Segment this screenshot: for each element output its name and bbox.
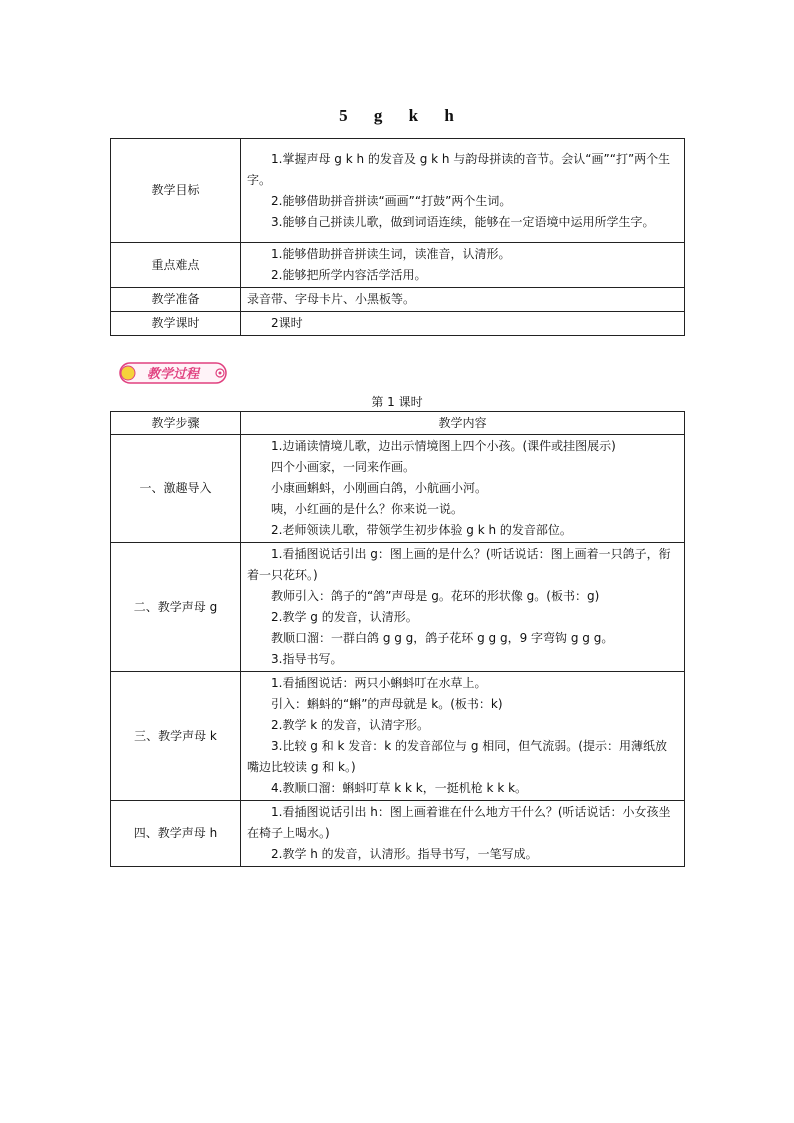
info-line: 录音带、字母卡片、小黑板等。 xyxy=(247,292,416,306)
process-line: 1.看插图说话引出 h：图上画着谁在什么地方干什么？(听话说话：小女孩坐在椅子上喝水。) xyxy=(247,805,671,840)
logo-text: 教学过程 xyxy=(146,367,200,382)
process-row xyxy=(111,801,685,867)
process-step-label: 一、激趣导入 xyxy=(111,435,241,543)
info-content xyxy=(241,139,685,243)
info-content xyxy=(241,312,685,336)
process-line: 咦，小红画的是什么？你来说一说。 xyxy=(271,502,464,516)
info-line: 3.能够自己拼读儿歌，做到词语连续，能够在一定语境中运用所学生字。 xyxy=(271,214,655,229)
info-label: 教学目标 xyxy=(111,139,241,243)
process-content xyxy=(241,543,685,672)
info-content xyxy=(241,243,685,288)
process-content xyxy=(241,801,685,867)
process-line: 3.比较 g 和 k 发音：k 的发音部位与 g 相同，但气流弱。(提示：用薄纸放嘴边比较读 g 和 k。) xyxy=(247,739,667,774)
info-label: 重点难点 xyxy=(111,243,241,288)
process-line: 2.教学 k 的发音，认清字形。 xyxy=(271,718,430,732)
process-step-label: 二、教学声母 g xyxy=(111,543,241,672)
process-line: 2.教学 g 的发音，认清形。 xyxy=(271,610,418,624)
process-row xyxy=(111,543,685,672)
process-line: 教顺口溜：一群白鸽 g g g，鸽子花环 g g g，9 字弯钩 g g g。 xyxy=(271,631,614,645)
page-title: 5 g k h xyxy=(339,106,455,125)
process-line: 引入：蝌蚪的“蝌”的声母就是 k。(板书：k) xyxy=(271,697,503,711)
info-row-goals xyxy=(111,139,685,243)
process-row xyxy=(111,435,685,543)
process-line: 教师引入：鸽子的“鸽”声母是 g。花环的形状像 g。(板书：g) xyxy=(271,589,600,603)
process-line: 2.教学 h 的发音，认清形。指导书写，一笔写成。 xyxy=(271,847,538,861)
process-line: 四个小画家，一同来作画。 xyxy=(271,460,416,474)
process-content xyxy=(241,672,685,801)
process-line: 3.指导书写。 xyxy=(271,652,343,666)
process-step-label: 三、教学声母 k xyxy=(111,672,241,801)
process-line: 1.边诵读情境儿歌，边出示情境图上四个小孩。(课件或挂图展示) xyxy=(271,439,616,453)
info-line: 2课时 xyxy=(271,316,303,330)
process-line: 1.看插图说话引出 g：图上画的是什么？(听话说话：图上画着一只鸽子，衔着一只花环。) xyxy=(247,547,671,582)
process-line: 2.老师领读儿歌，带领学生初步体验 g k h 的发音部位。 xyxy=(271,523,572,537)
info-line: 2.能够借助拼音拼读“画画”“打鼓”两个生词。 xyxy=(271,193,512,208)
header-content: 教学内容 xyxy=(241,412,685,435)
process-step-label: 四、教学声母 h xyxy=(111,801,241,867)
info-row-hours xyxy=(111,312,685,336)
process-header-row xyxy=(111,412,685,435)
info-content xyxy=(241,288,685,312)
info-line: 1.能够借助拼音拼读生词，读准音，认清形。 xyxy=(271,247,511,261)
info-label: 教学准备 xyxy=(111,288,241,312)
info-row-prep xyxy=(111,288,685,312)
info-line: 2.能够把所学内容活学活用。 xyxy=(271,268,427,282)
process-line: 4.教顺口溜：蝌蚪叮草 k k k，一挺机枪 k k k。 xyxy=(271,781,528,795)
process-line: 小康画蝌蚪，小刚画白鸽，小航画小河。 xyxy=(271,481,488,495)
process-table xyxy=(110,411,685,867)
header-step: 教学步骤 xyxy=(111,412,241,435)
info-label: 教学课时 xyxy=(111,312,241,336)
info-table xyxy=(110,138,685,336)
info-row-keypoints xyxy=(111,243,685,288)
teaching-process-logo xyxy=(119,361,231,385)
process-content xyxy=(241,435,685,543)
info-line: 1.掌握声母 g k h 的发音及 g k h 与韵母拼读的音节。会认“画”“打”两个生字。 xyxy=(247,151,671,187)
process-row xyxy=(111,672,685,801)
process-line: 1.看插图说话：两只小蝌蚪叮在水草上。 xyxy=(271,676,487,690)
lesson-title: 第 1 课时 xyxy=(371,395,423,409)
